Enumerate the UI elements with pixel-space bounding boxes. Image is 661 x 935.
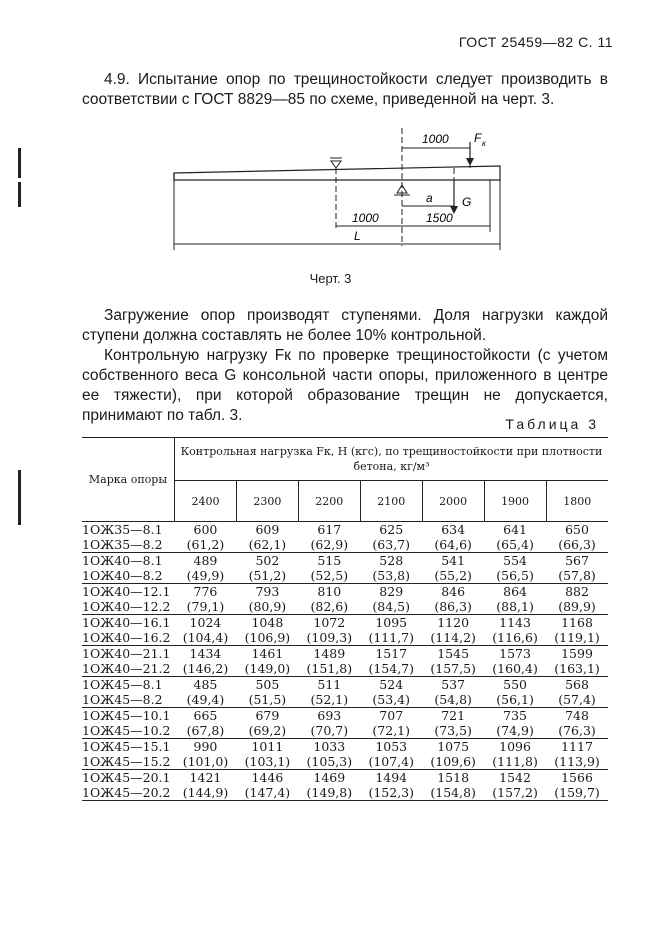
value-n: 515 [317, 553, 342, 568]
value-n: 502 [255, 553, 280, 568]
value-cell [175, 770, 237, 801]
marka-cell [82, 646, 175, 677]
value-kgs: (67,8) [186, 723, 225, 738]
value-cell [546, 770, 608, 801]
table-row [82, 584, 608, 615]
value-kgs: (74,9) [496, 723, 534, 738]
drawing-chert-3 [160, 128, 520, 268]
marka-2: 1ОЖ40—16.2 [82, 630, 171, 645]
value-kgs: (107,4) [368, 754, 414, 769]
force-label: F [474, 131, 482, 145]
value-cell [546, 615, 608, 646]
value-kgs: (52,1) [310, 692, 349, 707]
value-kgs: (89,9) [558, 599, 596, 614]
value-n: 541 [441, 553, 466, 568]
value-cell [484, 708, 546, 739]
value-n: 776 [193, 584, 218, 599]
value-cell [298, 677, 360, 708]
value-n: 554 [503, 553, 527, 568]
value-cell [236, 677, 298, 708]
value-cell [422, 646, 484, 677]
value-cell [298, 584, 360, 615]
value-n: 748 [565, 708, 589, 723]
value-kgs: (80,9) [248, 599, 287, 614]
value-kgs: (63,7) [372, 537, 411, 552]
value-n: 1120 [437, 615, 470, 630]
value-cell [546, 553, 608, 584]
value-n: 693 [317, 708, 342, 723]
value-kgs: (106,9) [244, 630, 291, 645]
marka-cell [82, 522, 175, 553]
value-kgs: (163,1) [554, 661, 600, 676]
marka-2: 1ОЖ45—8.2 [82, 692, 163, 707]
table-row [82, 770, 608, 801]
value-n: 567 [565, 553, 589, 568]
value-cell [484, 615, 546, 646]
value-n: 485 [193, 677, 218, 692]
marka-2: 1ОЖ40—8.2 [82, 568, 163, 583]
value-cell [298, 615, 360, 646]
value-cell [298, 522, 360, 553]
value-cell [484, 522, 546, 553]
value-n: 1096 [499, 739, 531, 754]
value-kgs: (55,2) [434, 568, 472, 583]
col-load-header: Контрольная нагрузка Fк, Н (кгс), по трещиностойкости при плотности бетона, кг/м³ [175, 438, 609, 481]
value-cell [236, 708, 298, 739]
value-n: 537 [441, 677, 466, 692]
value-kgs: (101,0) [182, 754, 229, 769]
value-kgs: (66,3) [558, 537, 596, 552]
value-kgs: (61,2) [186, 537, 225, 552]
marka-cell [82, 584, 175, 615]
value-kgs: (109,3) [306, 630, 353, 645]
value-n: 511 [317, 677, 342, 692]
dim-1000-bottom: 1000 [352, 211, 379, 225]
value-n: 1494 [375, 770, 408, 785]
value-n: 528 [379, 553, 404, 568]
value-n: 864 [503, 584, 527, 599]
density-header: 2300 [236, 481, 298, 522]
value-cell [484, 739, 546, 770]
marka-2: 1ОЖ45—10.2 [82, 723, 171, 738]
value-n: 625 [379, 522, 404, 537]
value-n: 600 [193, 522, 218, 537]
value-kgs: (114,2) [430, 630, 476, 645]
value-cell [360, 770, 422, 801]
marka-1: 1ОЖ35—8.1 [82, 522, 163, 537]
value-kgs: (157,2) [492, 785, 538, 800]
value-cell [236, 522, 298, 553]
value-cell [546, 646, 608, 677]
value-n: 1117 [561, 739, 593, 754]
marka-1: 1ОЖ40—12.1 [82, 584, 171, 599]
marka-cell [82, 708, 175, 739]
value-kgs: (56,1) [496, 692, 534, 707]
value-cell [546, 522, 608, 553]
table-row [82, 739, 608, 770]
value-n: 568 [565, 677, 589, 692]
density-header: 2000 [422, 481, 484, 522]
value-kgs: (149,0) [244, 661, 291, 676]
value-n: 1048 [251, 615, 284, 630]
marka-cell [82, 739, 175, 770]
value-kgs: (154,8) [430, 785, 476, 800]
table-row [82, 646, 608, 677]
value-n: 634 [441, 522, 466, 537]
value-kgs: (119,1) [554, 630, 600, 645]
marka-2: 1ОЖ40—21.2 [82, 661, 171, 676]
value-cell [175, 739, 237, 770]
value-cell [175, 615, 237, 646]
value-cell [360, 646, 422, 677]
marka-cell [82, 553, 175, 584]
value-n: 1072 [313, 615, 346, 630]
value-cell [236, 739, 298, 770]
value-n: 1421 [189, 770, 222, 785]
value-kgs: (109,6) [430, 754, 476, 769]
value-n: 1095 [375, 615, 408, 630]
value-cell [236, 615, 298, 646]
value-cell [175, 646, 237, 677]
value-cell [484, 646, 546, 677]
value-kgs: (79,1) [186, 599, 225, 614]
value-n: 1489 [313, 646, 346, 661]
value-cell [236, 770, 298, 801]
value-n: 829 [379, 584, 404, 599]
table-row [82, 553, 608, 584]
marka-1: 1ОЖ40—21.1 [82, 646, 171, 661]
l-label: L [354, 229, 361, 243]
value-cell [298, 553, 360, 584]
table-caption: Таблица 3 [505, 416, 599, 432]
value-cell [175, 522, 237, 553]
margin-mark-2 [18, 182, 21, 207]
margin-mark-3 [18, 470, 21, 525]
value-n: 846 [441, 584, 466, 599]
value-kgs: (62,9) [310, 537, 349, 552]
value-cell [422, 708, 484, 739]
value-kgs: (51,5) [248, 692, 287, 707]
value-cell [236, 646, 298, 677]
value-n: 650 [565, 522, 589, 537]
value-n: 524 [379, 677, 404, 692]
value-n: 1168 [561, 615, 593, 630]
value-cell [484, 584, 546, 615]
table-row [82, 615, 608, 646]
value-n: 617 [317, 522, 342, 537]
page-header: ГОСТ 25459—82 С. 11 [458, 34, 613, 50]
value-n: 609 [255, 522, 280, 537]
density-header: 2100 [360, 481, 422, 522]
value-cell [360, 708, 422, 739]
value-kgs: (159,7) [554, 785, 600, 800]
value-n: 1446 [251, 770, 284, 785]
marka-1: 1ОЖ45—8.1 [82, 677, 163, 692]
value-cell [298, 708, 360, 739]
pole-body [174, 166, 500, 180]
value-kgs: (88,1) [496, 599, 534, 614]
dim-1000-top: 1000 [422, 132, 449, 146]
value-n: 1143 [499, 615, 531, 630]
value-kgs: (111,7) [368, 630, 414, 645]
dim-1500: 1500 [426, 211, 453, 225]
value-cell [546, 584, 608, 615]
table-row [82, 522, 608, 553]
value-cell [360, 615, 422, 646]
value-kgs: (57,8) [558, 568, 596, 583]
value-cell [360, 522, 422, 553]
value-cell [546, 708, 608, 739]
paragraph-loading: Загружение опор производят ступенями. Доля нагрузки каждой ступени должна составлять не более 10% контрольной. [82, 307, 608, 344]
value-kgs: (70,7) [310, 723, 349, 738]
value-n: 721 [441, 708, 466, 723]
value-n: 1024 [189, 615, 222, 630]
value-cell [422, 739, 484, 770]
value-kgs: (146,2) [182, 661, 229, 676]
value-kgs: (49,4) [186, 692, 225, 707]
value-cell [360, 584, 422, 615]
value-n: 1517 [375, 646, 408, 661]
paragraph-4-9: 4.9. Испытание опор по трещиностойкости следует производить в соответствии с ГОСТ 8829—85 по схеме, приведенной на черт. 3. [82, 71, 608, 108]
value-cell [236, 584, 298, 615]
value-n: 665 [193, 708, 218, 723]
value-n: 1566 [561, 770, 593, 785]
density-header: 2400 [175, 481, 237, 522]
marka-2: 1ОЖ35—8.2 [82, 537, 163, 552]
value-kgs: (57,4) [558, 692, 596, 707]
table-3 [82, 437, 608, 801]
density-header: 1900 [484, 481, 546, 522]
value-cell [360, 739, 422, 770]
value-kgs: (104,4) [182, 630, 229, 645]
value-kgs: (149,8) [306, 785, 353, 800]
table-row [82, 677, 608, 708]
marka-1: 1ОЖ45—10.1 [82, 708, 171, 723]
value-kgs: (116,6) [492, 630, 538, 645]
value-cell [484, 770, 546, 801]
value-n: 990 [193, 739, 218, 754]
value-n: 1033 [313, 739, 346, 754]
value-kgs: (151,8) [306, 661, 353, 676]
margin-mark-1 [18, 148, 21, 178]
value-n: 1469 [313, 770, 346, 785]
value-cell [360, 553, 422, 584]
value-kgs: (69,2) [248, 723, 287, 738]
value-cell [484, 677, 546, 708]
value-n: 707 [379, 708, 404, 723]
value-n: 550 [503, 677, 527, 692]
value-n: 505 [255, 677, 280, 692]
value-kgs: (62,1) [248, 537, 287, 552]
g-label: G [462, 195, 472, 209]
value-n: 810 [317, 584, 342, 599]
value-cell [175, 677, 237, 708]
marka-2: 1ОЖ45—15.2 [82, 754, 171, 769]
value-kgs: (86,3) [434, 599, 472, 614]
value-cell [298, 646, 360, 677]
value-cell [422, 615, 484, 646]
value-cell [422, 553, 484, 584]
value-kgs: (84,5) [372, 599, 411, 614]
value-n: 1518 [437, 770, 470, 785]
marka-1: 1ОЖ45—20.1 [82, 770, 171, 785]
value-kgs: (154,7) [368, 661, 414, 676]
value-kgs: (53,4) [372, 692, 411, 707]
value-n: 1075 [437, 739, 470, 754]
marka-2: 1ОЖ45—20.2 [82, 785, 171, 800]
value-cell [175, 553, 237, 584]
value-n: 793 [255, 584, 280, 599]
value-kgs: (49,9) [186, 568, 225, 583]
value-cell [236, 553, 298, 584]
marka-2: 1ОЖ40—12.2 [82, 599, 171, 614]
marka-1: 1ОЖ40—16.1 [82, 615, 171, 630]
value-cell [422, 770, 484, 801]
value-kgs: (65,4) [496, 537, 534, 552]
value-kgs: (144,9) [182, 785, 229, 800]
value-cell [175, 584, 237, 615]
marka-cell [82, 615, 175, 646]
density-header: 1800 [546, 481, 608, 522]
value-n: 1434 [189, 646, 222, 661]
value-cell [360, 677, 422, 708]
value-n: 1599 [561, 646, 593, 661]
value-kgs: (64,6) [434, 537, 472, 552]
value-cell [175, 708, 237, 739]
value-kgs: (52,5) [310, 568, 349, 583]
paragraph-control-load: Контрольную нагрузку Fк по проверке трещиностойкости (с учетом собственного веса G консольной части опоры, приложенного в центре ее тяжести), при которой образование трещин не допускается, принимают по табл. 3. [82, 347, 608, 424]
value-kgs: (111,8) [492, 754, 538, 769]
value-n: 679 [255, 708, 280, 723]
value-kgs: (105,3) [306, 754, 353, 769]
value-kgs: (54,8) [434, 692, 472, 707]
value-kgs: (53,8) [372, 568, 411, 583]
value-cell [422, 677, 484, 708]
value-kgs: (160,4) [492, 661, 538, 676]
value-kgs: (73,5) [434, 723, 472, 738]
value-kgs: (157,5) [430, 661, 476, 676]
col-marka-header: Марка опоры [82, 438, 175, 522]
value-kgs: (152,3) [368, 785, 414, 800]
force-sub: к [482, 139, 486, 148]
value-cell [298, 739, 360, 770]
value-n: 1053 [375, 739, 408, 754]
value-kgs: (76,3) [558, 723, 596, 738]
ground-symbol [331, 161, 341, 168]
value-n: 489 [193, 553, 218, 568]
value-kgs: (147,4) [244, 785, 291, 800]
value-cell [546, 739, 608, 770]
value-kgs: (113,9) [554, 754, 600, 769]
marka-cell [82, 677, 175, 708]
value-cell [484, 553, 546, 584]
value-n: 1545 [437, 646, 470, 661]
value-n: 1542 [499, 770, 531, 785]
value-kgs: (72,1) [372, 723, 411, 738]
marka-1: 1ОЖ45—15.1 [82, 739, 171, 754]
a-label: a [426, 191, 433, 205]
value-kgs: (82,6) [310, 599, 349, 614]
value-n: 1461 [251, 646, 284, 661]
value-n: 882 [565, 584, 589, 599]
value-n: 1573 [499, 646, 531, 661]
value-kgs: (56,5) [496, 568, 534, 583]
value-cell [422, 522, 484, 553]
value-n: 1011 [251, 739, 284, 754]
value-kgs: (103,1) [244, 754, 291, 769]
value-n: 641 [503, 522, 527, 537]
value-kgs: (51,2) [248, 568, 287, 583]
marka-cell [82, 770, 175, 801]
table-row [82, 708, 608, 739]
value-cell [422, 584, 484, 615]
value-cell [298, 770, 360, 801]
drawing-caption: Черт. 3 [309, 271, 352, 286]
marka-1: 1ОЖ40—8.1 [82, 553, 163, 568]
value-n: 735 [503, 708, 527, 723]
value-cell [546, 677, 608, 708]
density-header: 2200 [298, 481, 360, 522]
